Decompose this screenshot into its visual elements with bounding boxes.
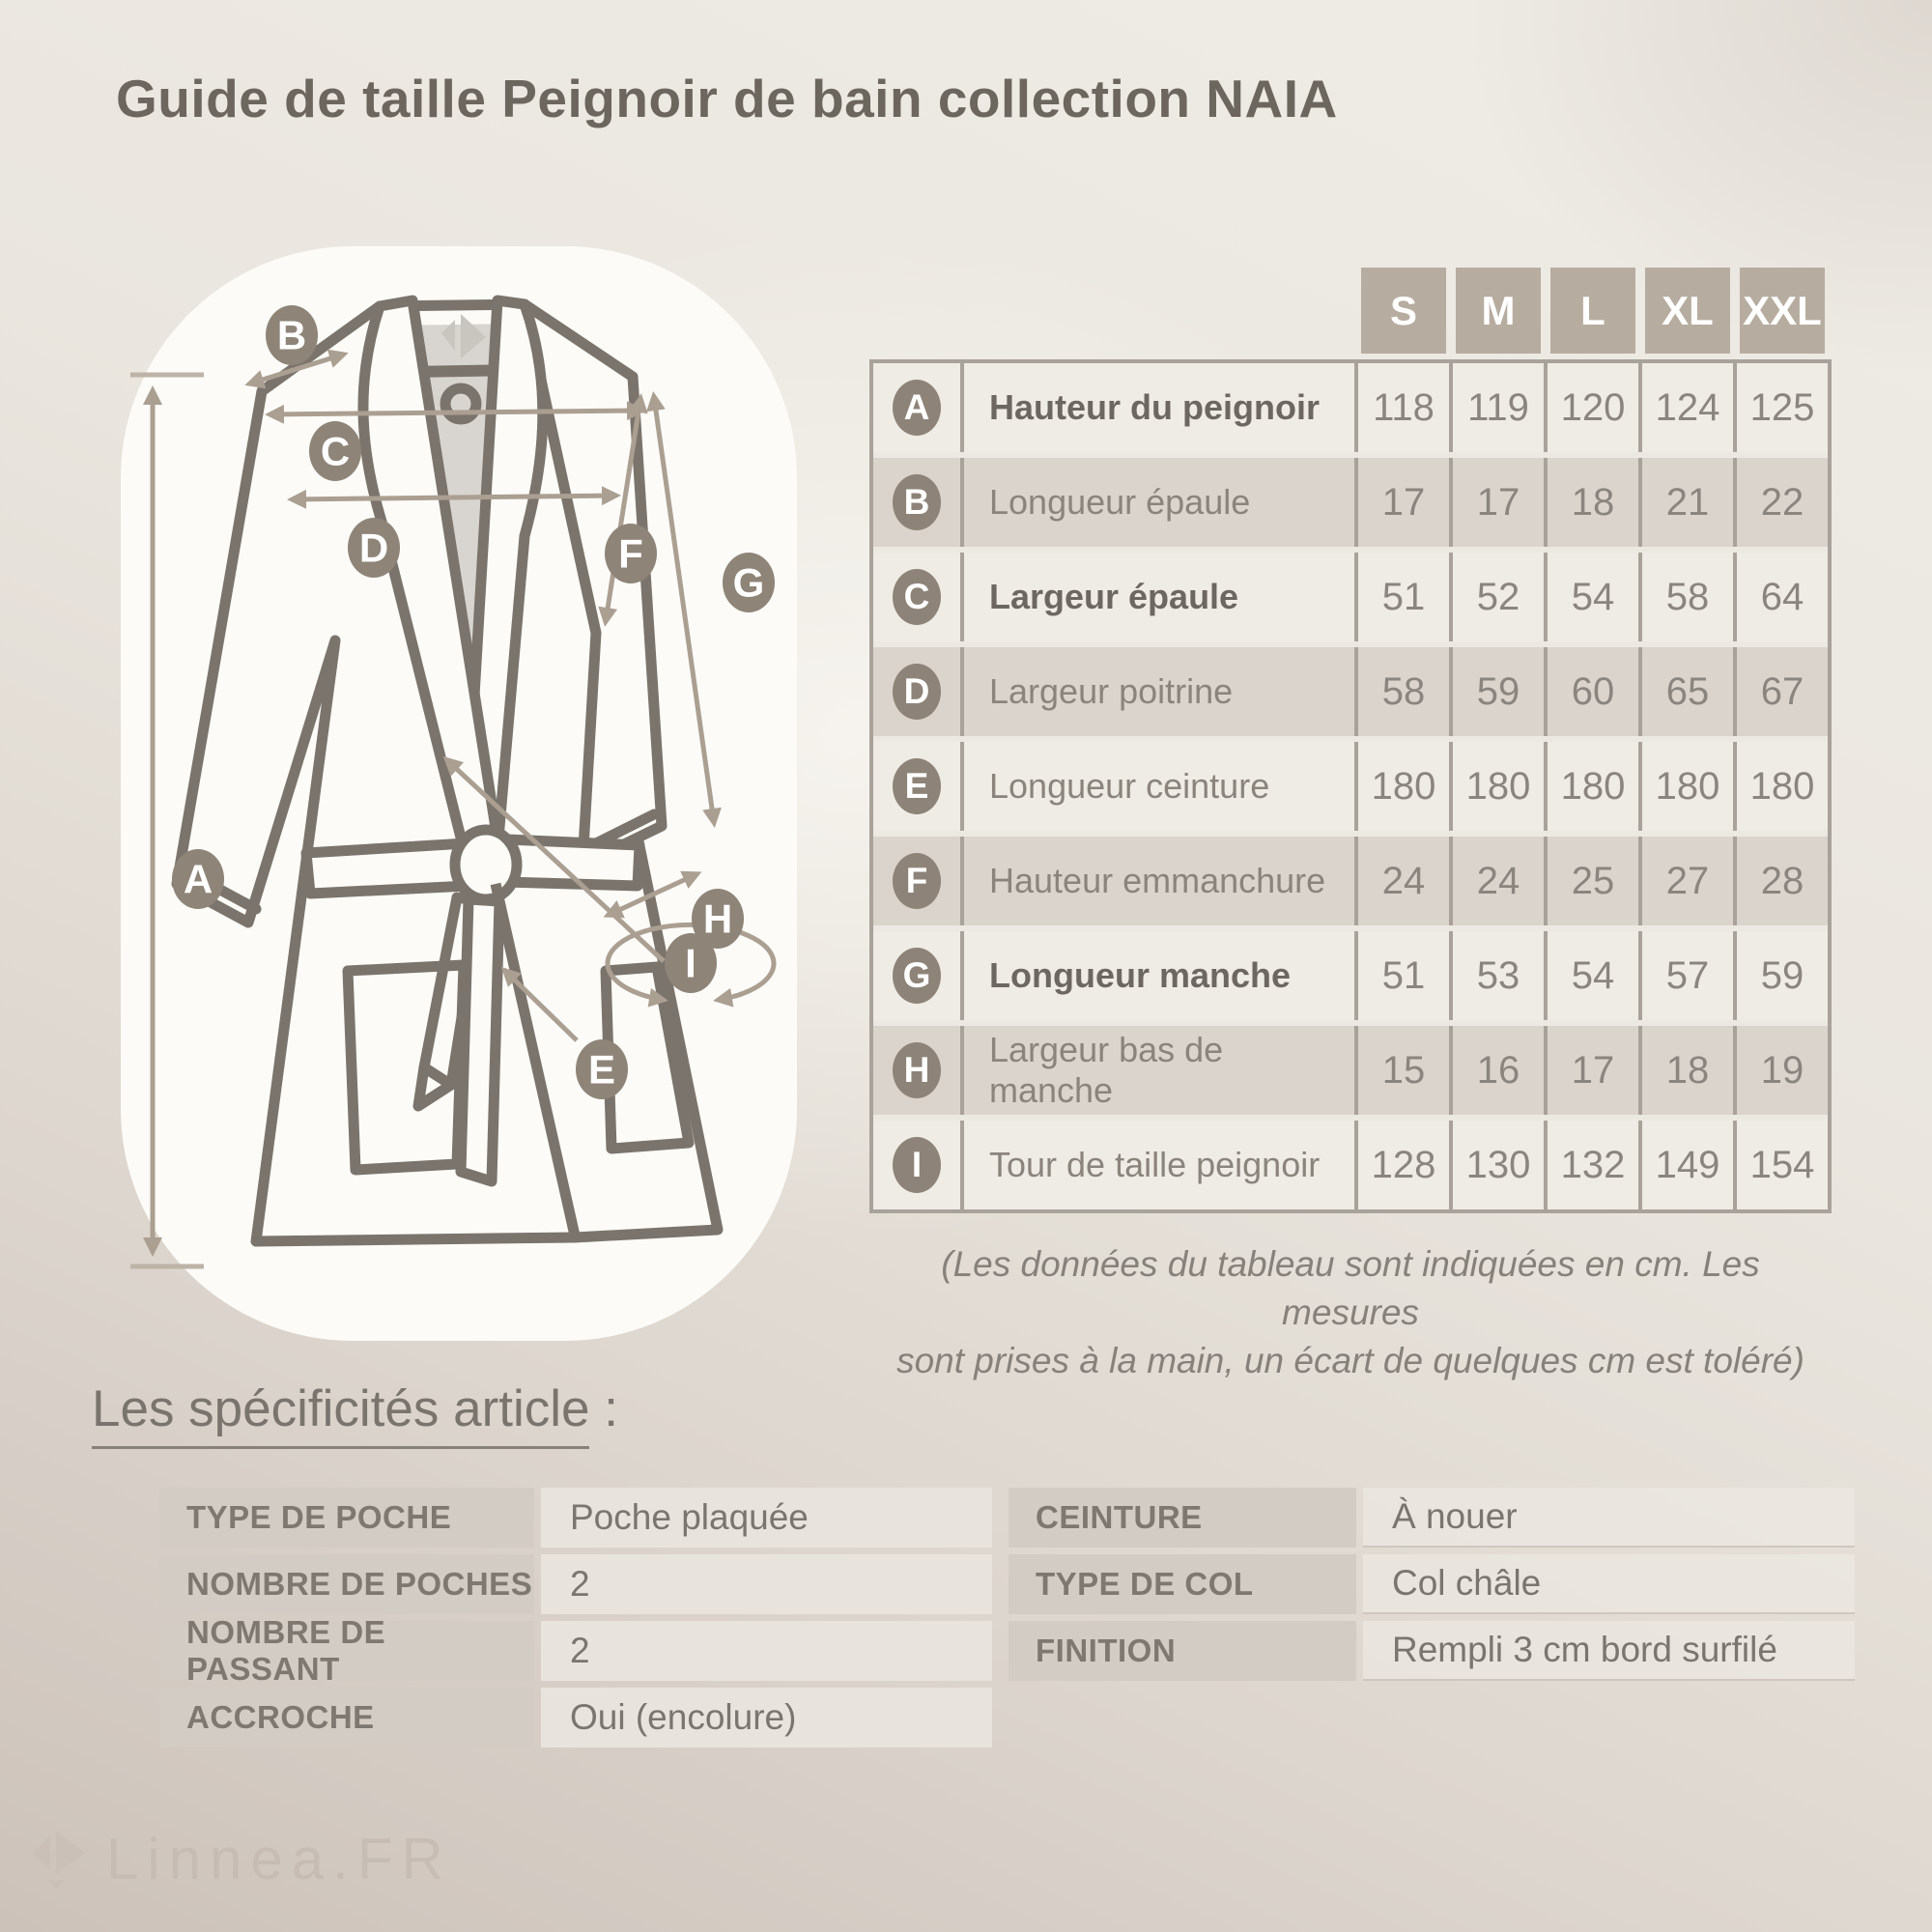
row-value: 18	[1544, 458, 1638, 547]
diagram-badge-e	[576, 1039, 628, 1099]
row-value: 19	[1733, 1026, 1828, 1115]
row-label: Longueur épaule	[989, 482, 1251, 522]
row-value: 25	[1544, 837, 1638, 925]
row-value: 17	[1354, 458, 1449, 547]
table-row	[873, 1026, 1828, 1115]
row-label: Largeur bas de manche	[989, 1030, 1224, 1110]
row-letter-badge: F	[893, 853, 941, 909]
row-value: 149	[1638, 1121, 1733, 1209]
spec-value: 2	[541, 1554, 992, 1614]
spec-label: NOMBRE DE PASSANT	[159, 1621, 534, 1681]
row-value: 51	[1354, 931, 1449, 1020]
svg-text:E: E	[587, 1046, 616, 1093]
svg-text:G: G	[732, 559, 765, 606]
row-value: 180	[1638, 742, 1733, 831]
table-row	[873, 647, 1828, 736]
row-value: 17	[1544, 1026, 1638, 1115]
svg-text:B: B	[276, 312, 307, 358]
row-letter-badge: B	[893, 474, 941, 530]
row-value: 180	[1733, 742, 1828, 831]
brand-logo-text: Linnea.FR	[106, 1826, 452, 1891]
row-letter-badge: C	[893, 569, 941, 625]
row-value: 52	[1449, 553, 1544, 641]
row-value: 130	[1449, 1121, 1544, 1209]
row-value: 57	[1638, 931, 1733, 1020]
row-label: Hauteur emmanchure	[989, 861, 1326, 900]
measurement-note	[869, 1240, 1832, 1385]
row-value: 58	[1638, 553, 1733, 641]
row-value: 180	[1354, 742, 1449, 831]
row-value: 15	[1354, 1026, 1449, 1115]
spec-row	[159, 1688, 992, 1747]
spec-row	[159, 1488, 992, 1548]
row-label: Largeur poitrine	[989, 671, 1234, 711]
specs-heading-colon: :	[589, 1380, 618, 1437]
svg-text:A: A	[183, 856, 213, 902]
diagram-badge-a	[172, 849, 224, 909]
spec-label: FINITION	[1009, 1621, 1356, 1681]
row-value: 22	[1733, 458, 1828, 547]
specs-table-left	[159, 1488, 992, 1754]
spec-row	[1009, 1621, 1855, 1681]
spec-value: Col châle	[1363, 1554, 1855, 1614]
spec-value: Rempli 3 cm bord surfilé	[1363, 1621, 1855, 1681]
spec-label: ACCROCHE	[159, 1688, 534, 1747]
table-row	[873, 1121, 1828, 1209]
size-column-header: XXL	[1740, 268, 1825, 354]
spec-label: TYPE DE COL	[1009, 1554, 1356, 1614]
row-value: 53	[1449, 931, 1544, 1020]
row-value: 24	[1354, 837, 1449, 925]
row-value: 16	[1449, 1026, 1544, 1115]
svg-text:C: C	[320, 428, 351, 474]
specs-heading-text: Les spécificités article	[92, 1380, 589, 1449]
size-table-header	[869, 268, 1832, 354]
table-row	[873, 458, 1828, 547]
row-value: 54	[1544, 553, 1638, 641]
diagram-badge-i	[665, 933, 717, 993]
table-row	[873, 363, 1828, 452]
row-value: 180	[1544, 742, 1638, 831]
row-value: 60	[1544, 647, 1638, 736]
row-value: 124	[1638, 363, 1733, 452]
diagram-badge-g	[723, 553, 775, 612]
row-label: Longueur manche	[989, 955, 1292, 995]
specs-table-right	[1009, 1488, 1855, 1688]
spec-label: NOMBRE DE POCHES	[159, 1554, 534, 1614]
row-value: 27	[1638, 837, 1733, 925]
row-label: Largeur épaule	[989, 577, 1239, 616]
row-value: 58	[1354, 647, 1449, 736]
table-row	[873, 931, 1828, 1020]
bathrobe-diagram-panel	[121, 246, 797, 1341]
row-label: Longueur ceinture	[989, 766, 1270, 806]
row-letter-badge: I	[893, 1137, 941, 1193]
row-value: 128	[1354, 1121, 1449, 1209]
diagram-badge-f	[605, 524, 657, 583]
row-value: 24	[1449, 837, 1544, 925]
table-row	[873, 553, 1828, 641]
row-value: 125	[1733, 363, 1828, 452]
spec-value: 2	[541, 1621, 992, 1681]
measurement-note-line1: (Les données du tableau sont indiquées en cm. Les mesures	[941, 1244, 1760, 1332]
svg-text:D: D	[358, 525, 389, 571]
row-value: 154	[1733, 1121, 1828, 1209]
table-row	[873, 837, 1828, 925]
diagram-badge-d	[348, 518, 400, 578]
size-column-header: XL	[1645, 268, 1730, 354]
size-column-header: M	[1456, 268, 1541, 354]
row-value: 180	[1449, 742, 1544, 831]
spec-value: À nouer	[1363, 1488, 1855, 1548]
row-value: 54	[1544, 931, 1638, 1020]
row-value: 18	[1638, 1026, 1733, 1115]
brand-logo	[27, 1824, 452, 1893]
spec-row	[1009, 1554, 1855, 1614]
spec-value: Oui (encolure)	[541, 1688, 992, 1747]
row-label: Tour de taille peignoir	[989, 1145, 1321, 1184]
size-table	[869, 268, 1832, 1213]
row-letter-badge: D	[893, 664, 941, 720]
row-letter-badge: E	[893, 758, 941, 814]
brand-diamond-icon	[27, 1824, 91, 1893]
belt-knot	[455, 830, 517, 899]
row-value: 65	[1638, 647, 1733, 736]
spec-row	[159, 1554, 992, 1614]
specs-heading	[92, 1379, 618, 1438]
row-value: 51	[1354, 553, 1449, 641]
svg-text:F: F	[618, 530, 643, 577]
size-table-body	[869, 359, 1832, 1213]
row-value: 59	[1733, 931, 1828, 1020]
row-value: 17	[1449, 458, 1544, 547]
row-value: 21	[1638, 458, 1733, 547]
row-letter-badge: A	[893, 380, 941, 436]
row-value: 132	[1544, 1121, 1638, 1209]
row-letter-badge: G	[893, 948, 941, 1004]
diagram-badge-c	[309, 421, 361, 481]
row-value: 119	[1449, 363, 1544, 452]
row-value: 120	[1544, 363, 1638, 452]
row-value: 59	[1449, 647, 1544, 736]
svg-text:I: I	[685, 940, 696, 986]
row-label: Hauteur du peignoir	[989, 387, 1320, 427]
measure-arrow-g	[654, 397, 714, 822]
table-row	[873, 742, 1828, 831]
spec-row	[159, 1614, 992, 1687]
spec-row	[1009, 1488, 1855, 1548]
size-column-header: S	[1361, 268, 1446, 354]
belt-end-long	[461, 899, 499, 1181]
measurement-note-line2: sont prises à la main, un écart de quelques cm est toléré)	[896, 1340, 1804, 1380]
row-value: 67	[1733, 647, 1828, 736]
row-value: 64	[1733, 553, 1828, 641]
page-title: Guide de taille Peignoir de bain collection NAIA	[116, 69, 1338, 128]
spec-label: TYPE DE POCHE	[159, 1488, 534, 1548]
row-value: 28	[1733, 837, 1828, 925]
diagram-badge-b	[266, 305, 318, 365]
row-letter-badge: H	[893, 1042, 941, 1098]
size-column-header: L	[1550, 268, 1635, 354]
svg-text:H: H	[702, 895, 733, 942]
spec-label: CEINTURE	[1009, 1488, 1356, 1548]
row-value: 118	[1354, 363, 1449, 452]
spec-value: Poche plaquée	[541, 1488, 992, 1548]
bathrobe-diagram-icon	[121, 246, 797, 1341]
